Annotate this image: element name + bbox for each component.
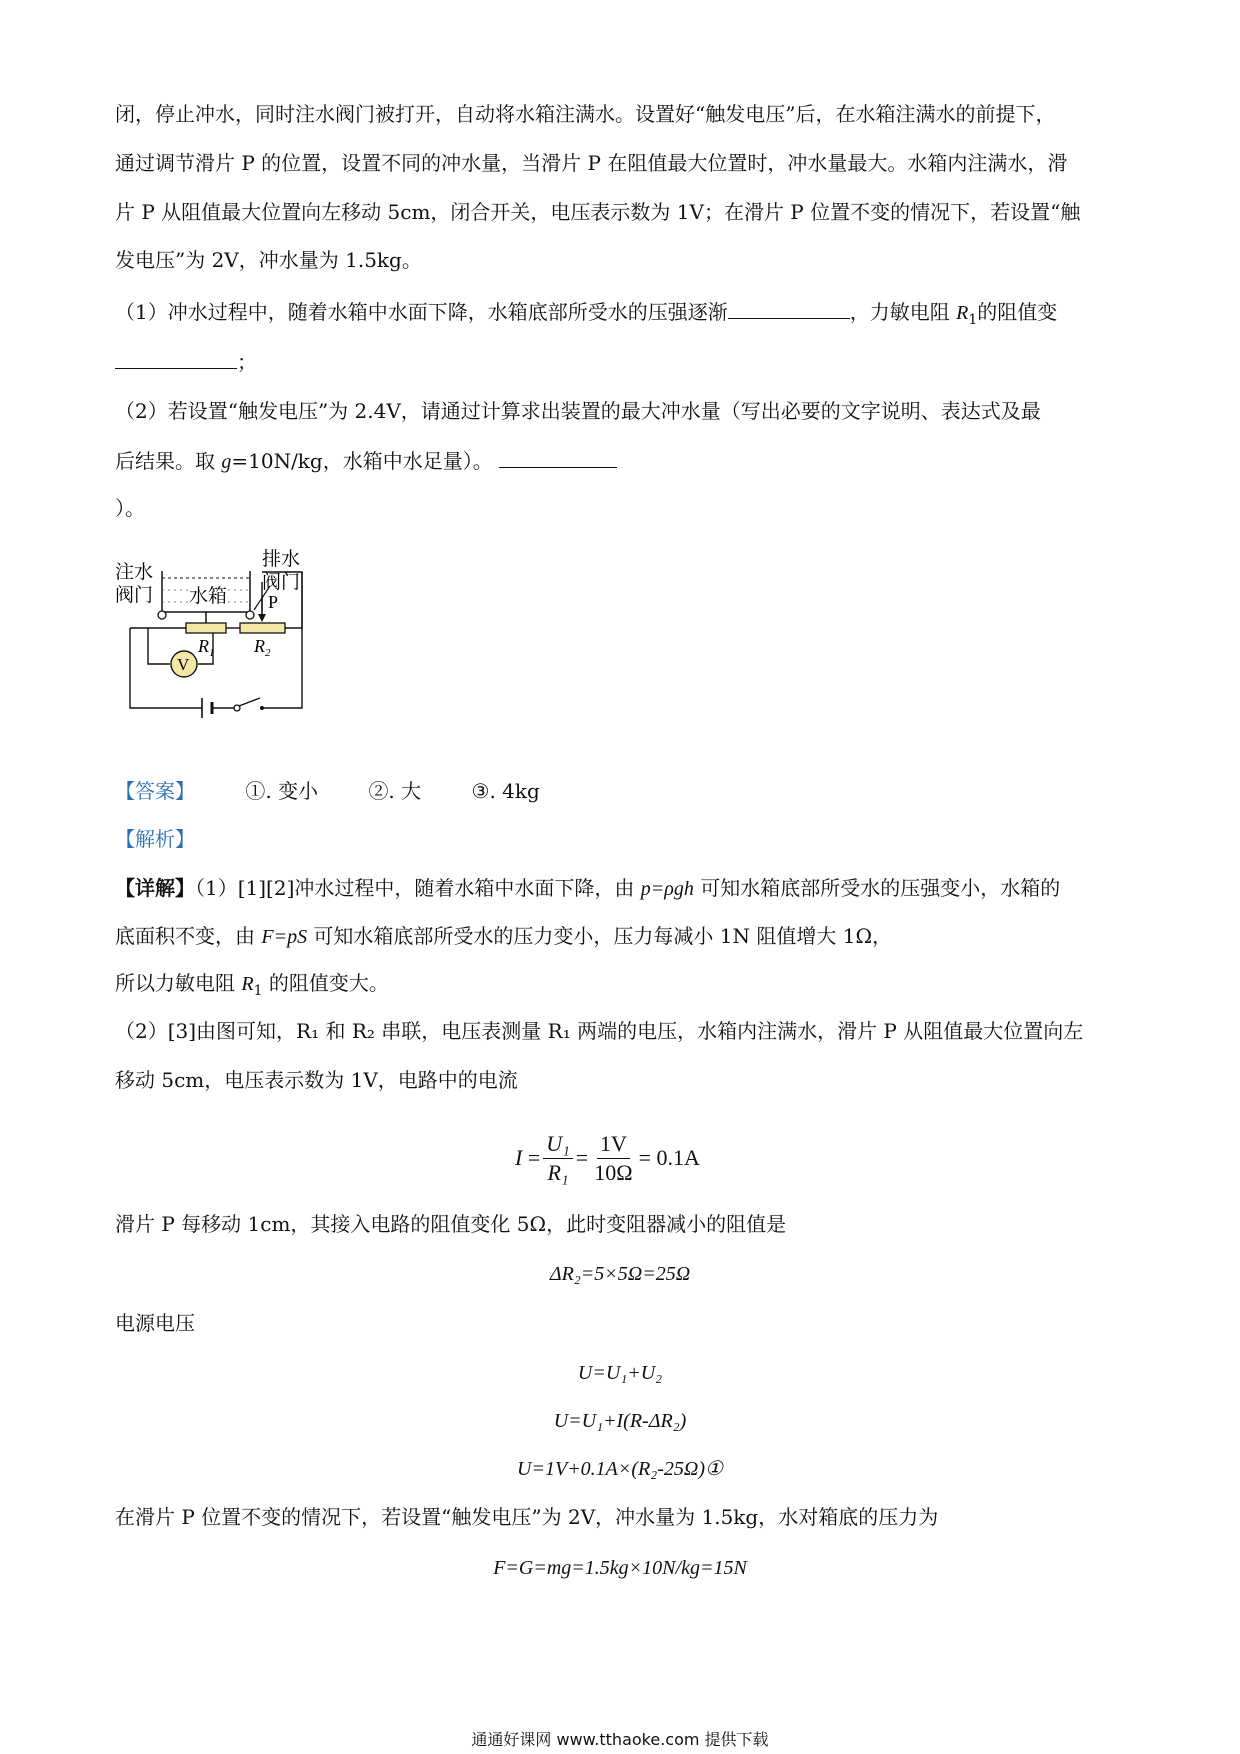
resistor-r2 <box>240 623 285 633</box>
intro-line-1: 闭，停止冲水，同时注水阀门被打开，自动将水箱注满水。设置好“触发电压”后，在水箱注满水的前提下， <box>115 102 1056 126</box>
question-1 <box>115 296 1130 335</box>
page-footer: 通通好课网 www.tthaoke.com 提供下载 <box>471 1730 769 1749</box>
slider-label: P <box>268 592 279 612</box>
text-supply: 电源电压 <box>115 1311 195 1335</box>
tank-label: 水箱 <box>189 585 228 607</box>
detail-l3-a: 所以力敏电阻 <box>115 971 242 995</box>
answer-blank-2[interactable] <box>115 346 237 369</box>
q1-r-sub: 1 <box>968 312 978 328</box>
slider-p[interactable] <box>258 592 278 622</box>
question-2-line-2 <box>115 445 1130 477</box>
circuit-diagram <box>112 548 352 748</box>
equation-u1: U=U₁+U₂ <box>577 1362 663 1384</box>
question-2-line-3: ）。 <box>115 496 145 520</box>
detail-l1-a: （1）[1][2]冲水过程中，随着水箱中水面下降，由 <box>195 876 641 900</box>
answer-3: ③. 4kg <box>471 779 540 803</box>
detail-l2-a: 底面积不变，由 <box>115 924 262 948</box>
intro-line-4: 发电压”为 2V，冲水量为 1.5kg。 <box>115 248 422 272</box>
outlet-valve <box>246 611 254 619</box>
detail-tag: 【详解】 <box>115 876 195 900</box>
frac2-num: 1V <box>597 1130 630 1159</box>
frac2-den: 10Ω <box>594 1159 633 1185</box>
r2-label: $R_2$ <box>254 636 271 659</box>
equation-delta: ΔR₂=5×5Ω=25Ω <box>549 1263 691 1285</box>
r1-sub: 1 <box>253 983 263 999</box>
q1-text-a: （1）冲水过程中，随着水箱中水面下降，水箱底部所受水的压强逐渐 <box>115 300 728 324</box>
formula-pressure: p=ρgh <box>640 878 694 900</box>
outlet-valve-label-1: 排水 <box>262 548 301 570</box>
q2-g-symbol: g <box>221 451 232 473</box>
detail-line-2 <box>115 921 1130 952</box>
q2-text-a: 后结果。取 <box>115 449 222 473</box>
eq-lhs: I <box>515 1145 523 1170</box>
q1-end: ； <box>237 350 257 374</box>
detail-l2-b: 可知水箱底部所受水的压力变小，压力每减小 1N 阻值增大 1Ω， <box>307 924 893 948</box>
switch[interactable] <box>234 698 264 711</box>
equation-current: I = $\frac{\text{U₁}}{\text{R₁}}$ = $\frac{1V}{10\Omega}$ = 0.1A <box>515 1130 700 1185</box>
q1-text-c: 的阻值变 <box>977 300 1058 324</box>
formula-force: F=pS <box>261 926 308 948</box>
intro-line-3: 片 P 从阻值最大位置向左移动 5cm，闭合开关，电压表示数为 1V；在滑片 P 位置不变的情况下，若设置“触 <box>115 200 1081 224</box>
intro-line-2: 通过调节滑片 P 的位置，设置不同的冲水量，当滑片 P 在阻值最大位置时，冲水量最大。水箱内注满水，滑 <box>115 151 1068 175</box>
q1-text-b: ，力敏电阻 <box>849 300 957 324</box>
analysis-tag: 【解析】 <box>115 827 195 851</box>
equation-u3: U=1V+0.1A×(R₂-25Ω)① <box>517 1458 723 1480</box>
question-1-cont <box>115 346 1130 377</box>
answer-tag: 【答案】 <box>115 779 195 803</box>
detail-line-1 <box>115 873 1130 904</box>
inlet-valve-label-1: 注水 <box>115 561 154 583</box>
answer-1: ①. 变小 <box>245 779 319 803</box>
r1-symbol: R <box>241 973 254 995</box>
equation-force: F=G=mg=1.5kg×10N/kg=15N <box>493 1557 747 1579</box>
frac1-num: U₁ <box>543 1130 573 1159</box>
outlet-valve-label-2: 阀门 <box>262 571 301 593</box>
detail-line-5: 移动 5cm，电压表示数为 1V，电路中的电流 <box>115 1068 518 1092</box>
detail-line-4: （2）[3]由图可知，R₁ 和 R₂ 串联，电压表测量 R₁ 两端的电压，水箱内注满水，滑片 P 从阻值最大位置向左 <box>115 1019 1084 1043</box>
resistor-r1 <box>186 623 226 633</box>
answer-blank-3[interactable] <box>499 445 617 468</box>
battery <box>202 698 212 718</box>
q1-r-symbol: R <box>956 302 969 324</box>
voltmeter <box>171 651 197 677</box>
question-2-line-1: （2）若设置“触发电压”为 2.4V，请通过计算求出装置的最大冲水量（写出必要的文字说明、表达式及最 <box>115 399 1041 423</box>
detail-l3-b: 的阻值变大。 <box>262 971 389 995</box>
equation-u2: U=U₁+I(R-ΔR₂) <box>553 1410 687 1432</box>
inlet-valve <box>158 611 166 619</box>
water-tank <box>162 571 250 612</box>
answer-blank-1[interactable] <box>728 296 850 319</box>
detail-l1-b: 可知水箱底部所受水的压强变小，水箱的 <box>693 876 1061 900</box>
text-slider: 滑片 P 每移动 1cm，其接入电路的阻值变化 5Ω，此时变阻器减小的阻值是 <box>115 1212 787 1236</box>
q2-text-b: =10N/kg，水箱中水足量）。 <box>231 449 493 473</box>
detail-line-3 <box>115 968 1130 1006</box>
answer-line <box>115 776 1130 806</box>
frac1-den: R₁ <box>547 1159 569 1185</box>
answer-2: ②. 大 <box>368 779 422 803</box>
eq-result: = 0.1A <box>638 1145 700 1170</box>
fraction-2 <box>591 1130 635 1187</box>
voltmeter-label: V <box>177 655 190 674</box>
r1-label: $R_1$ <box>198 636 215 659</box>
inlet-valve-label-2: 阀门 <box>115 584 154 606</box>
text-case: 在滑片 P 位置不变的情况下，若设置“触发电压”为 2V，冲水量为 1.5kg，水对箱底的压力为 <box>115 1505 939 1529</box>
fraction-1 <box>543 1130 573 1187</box>
